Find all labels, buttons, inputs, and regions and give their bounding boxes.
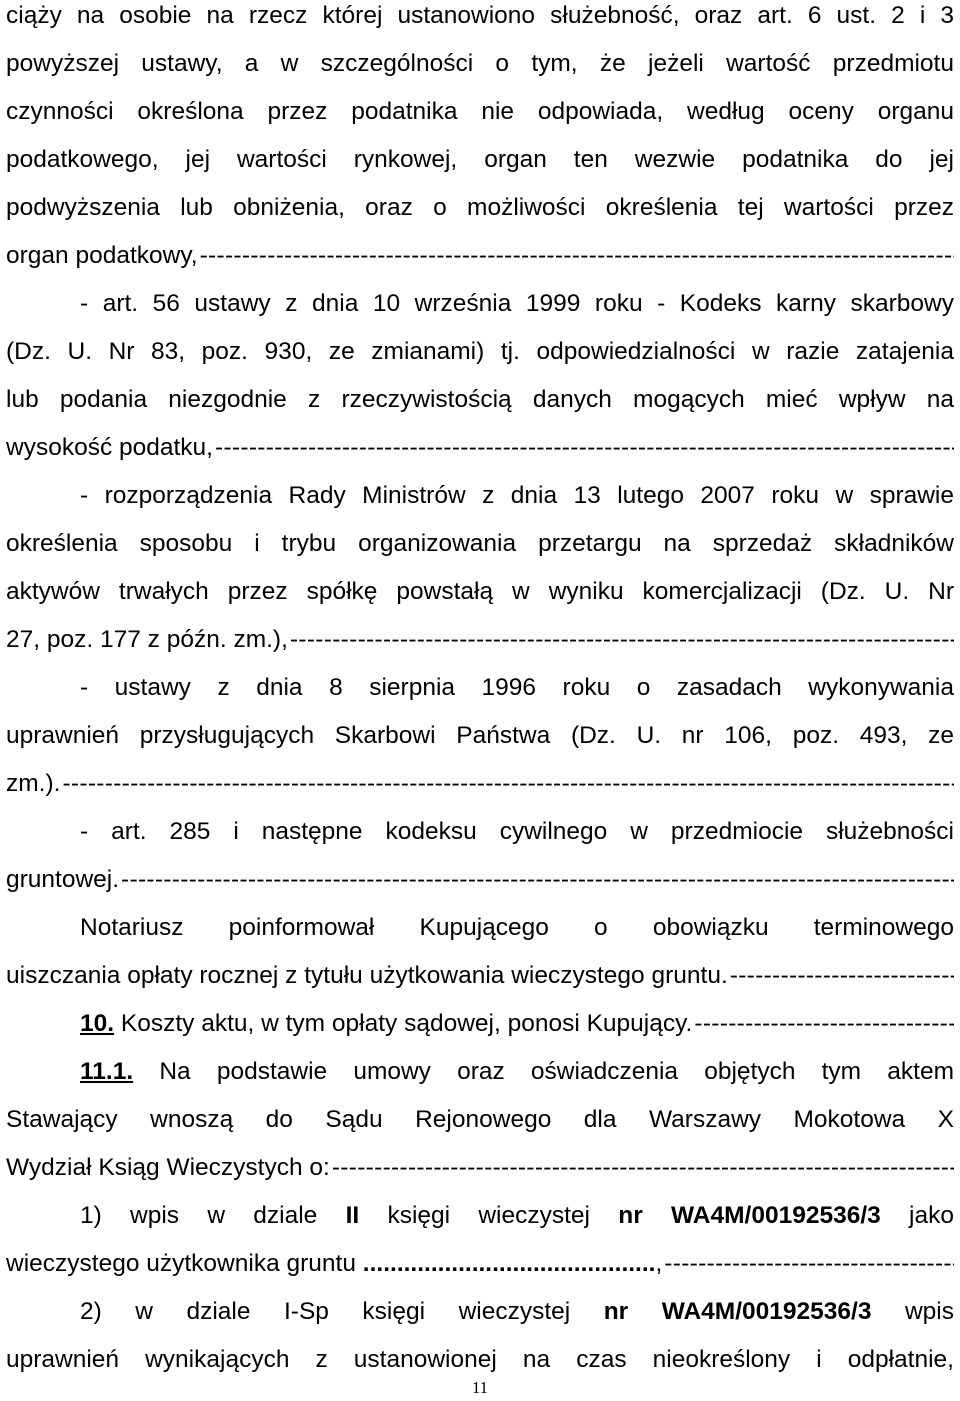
section-10	[80, 1009, 954, 1039]
section-11	[80, 1057, 954, 1087]
item-text: księgi wieczystej	[359, 1202, 619, 1229]
text-line-filled	[6, 241, 954, 271]
page-number: 11	[471, 1378, 489, 1397]
section-text: Koszty aktu, w tym opłaty sądowej, ponosi Kupujący.	[114, 1010, 693, 1037]
list-item-1	[80, 1201, 954, 1231]
dash-filler	[664, 1249, 954, 1279]
text-line-filled	[6, 769, 954, 799]
dash-filler	[290, 625, 954, 655]
list-item-rozporzadzenie: - rozporządzenia Rady Ministrów z dnia 13 lutego 2007 roku w sprawie	[80, 482, 954, 509]
dash-filler	[121, 865, 954, 895]
text-line: uprawnień przysługujących Skarbowi Państwa (Dz. U. nr 106, poz. 493, ze	[6, 722, 954, 749]
line-text: wysokość podatku,	[6, 434, 213, 461]
item-text: wpis	[871, 1298, 954, 1325]
section-number: 11.1.	[80, 1058, 134, 1085]
dash-filler	[215, 433, 954, 463]
text-line: lub podania niezgodnie z rzeczywistością danych mogących mieć wpływ na	[6, 386, 954, 413]
text-line: uprawnień wynikających z ustanowionej na czas nieokreślony i odpłatnie,	[6, 1346, 954, 1373]
dash-filler	[62, 769, 954, 799]
paragraph-notary: Notariusz poinformował Kupującego o obowiązku terminowego	[80, 914, 954, 941]
dash-filler	[200, 241, 954, 271]
line-text: zm.).	[6, 770, 61, 797]
line-text: gruntowej.	[6, 866, 120, 893]
text-line-filled	[6, 433, 954, 463]
text-line: (Dz. U. Nr 83, poz. 930, ze zmianami) tj. odpowiedzialności w razie zatajenia	[6, 338, 954, 365]
list-item-2	[80, 1297, 954, 1327]
text-line: czynności określona przez podatnika nie odpowiada, według oceny organu	[6, 98, 954, 125]
register-section: II	[345, 1202, 360, 1229]
text-line-filled	[6, 1153, 954, 1183]
section-text: Na podstawie umowy oraz oświadczenia objętych tym aktem	[133, 1058, 954, 1085]
item-text: jako	[880, 1202, 954, 1229]
dash-filler	[694, 1009, 954, 1039]
item-text: 2) w dziale I-Sp księgi wieczystej	[80, 1298, 604, 1325]
line-text: ,	[655, 1250, 663, 1277]
dash-filler	[730, 961, 954, 991]
text-line: Stawający wnoszą do Sądu Rejonowego dla Warszawy Mokotowa X	[6, 1106, 954, 1133]
line-text: wieczystego użytkownika gruntu	[6, 1250, 363, 1277]
section-number: 10.	[80, 1010, 115, 1037]
land-register-number: nr WA4M/00192536/3	[603, 1298, 872, 1325]
text-line: powyższej ustawy, a w szczególności o tym, że jeżeli wartość przedmiotu	[6, 50, 954, 77]
list-item-art-56: - art. 56 ustawy z dnia 10 września 1999 roku - Kodeks karny skarbowy	[80, 290, 954, 317]
text-line-filled	[6, 625, 954, 655]
list-item-ustawa-1996: - ustawy z dnia 8 sierpnia 1996 roku o zasadach wykonywania	[80, 674, 954, 701]
text-line: określenia sposobu i trybu organizowania przetargu na sprzedaż składników	[6, 530, 954, 557]
text-line: ciąży na osobie na rzecz której ustanowiono służebność, oraz art. 6 ust. 2 i 3	[6, 2, 954, 29]
text-line: aktywów trwałych przez spółkę powstałą w wyniku komercjalizacji (Dz. U. Nr	[6, 578, 954, 605]
line-text: organ podatkowy,	[6, 242, 198, 269]
text-line: podwyższenia lub obniżenia, oraz o możliwości określenia tej wartości przez	[6, 194, 954, 221]
dots-placeholder: ...........................................	[362, 1250, 656, 1277]
text-line-filled	[6, 961, 954, 991]
line-text: Wydział Ksiąg Wieczystych o:	[6, 1154, 330, 1181]
land-register-number: nr WA4M/00192536/3	[618, 1202, 881, 1229]
line-text: 27, poz. 177 z późn. zm.),	[6, 626, 288, 653]
text-line-filled	[6, 1249, 954, 1279]
line-text: uiszczania opłaty rocznej z tytułu użytkowania wieczystego gruntu.	[6, 962, 728, 989]
text-line-filled	[6, 865, 954, 895]
dash-filler	[332, 1153, 954, 1183]
item-text: 1) wpis w dziale	[80, 1202, 346, 1229]
list-item-art-285: - art. 285 i następne kodeksu cywilnego w przedmiocie służebności	[80, 818, 954, 845]
text-line: podatkowego, jej wartości rynkowej, organ ten wezwie podatnika do jej	[6, 146, 954, 173]
